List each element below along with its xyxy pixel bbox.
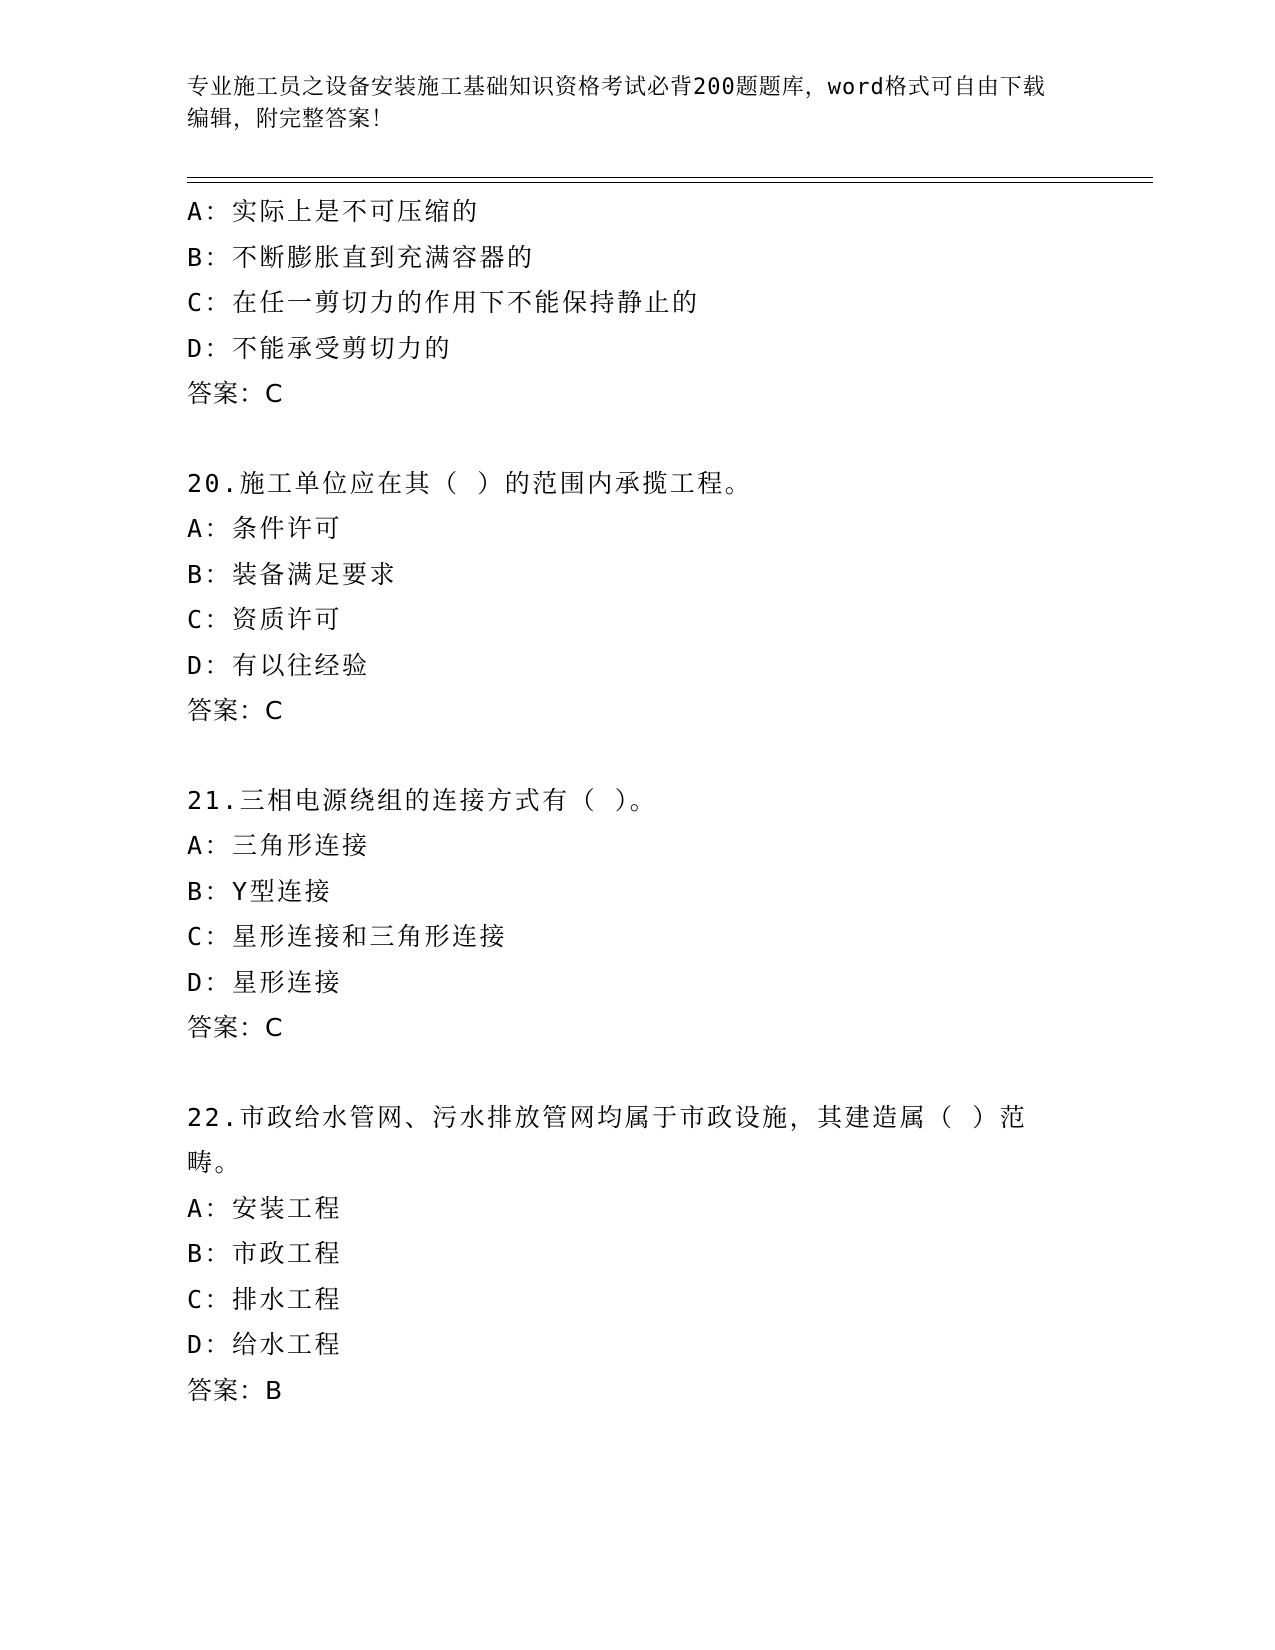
answer-line: 答案：C	[187, 379, 284, 408]
option-b: B：不断膨胀直到充满容器的	[187, 242, 535, 272]
option-a: A：安装工程	[187, 1193, 343, 1223]
question-spacer	[187, 1051, 1067, 1095]
document-header: 专业施工员之设备安装施工基础知识资格考试必背200题题库，word格式可自由下载编辑，附完整答案！	[187, 75, 1046, 132]
answer-line: 答案：C	[187, 696, 284, 725]
option-b: B：Y型连接	[187, 876, 333, 906]
header-divider-bottom	[187, 182, 1153, 183]
header-divider-top	[187, 177, 1153, 178]
question-stem: 21.三相电源绕组的连接方式有（ ）。	[187, 785, 658, 815]
question-block-20	[187, 461, 1067, 734]
option-b: B：装备满足要求	[187, 559, 398, 589]
option-b: B：市政工程	[187, 1239, 343, 1268]
option-d: D：星形连接	[187, 967, 343, 997]
option-d: D：给水工程	[187, 1330, 343, 1359]
question-block-22	[187, 1095, 1067, 1414]
option-c: C：排水工程	[187, 1284, 343, 1314]
question-list	[187, 189, 1067, 1413]
question-stem: 20.施工单位应在其（ ）的范围内承揽工程。	[187, 468, 753, 498]
option-c: C：资质许可	[187, 605, 343, 634]
question-spacer	[187, 734, 1067, 778]
option-d: D：不能承受剪切力的	[187, 333, 453, 363]
option-d: D：有以往经验	[187, 650, 370, 680]
option-c: C：在任一剪切力的作用下不能保持静止的	[187, 288, 700, 317]
option-c: C：星形连接和三角形连接	[187, 922, 508, 951]
option-a: A：三角形连接	[187, 831, 370, 860]
answer-line: 答案：C	[187, 1013, 284, 1042]
question-spacer	[187, 417, 1067, 461]
question-block-21	[187, 778, 1067, 1051]
option-a: A：实际上是不可压缩的	[187, 197, 480, 226]
answer-line: 答案：B	[187, 1375, 284, 1405]
option-a: A：条件许可	[187, 514, 343, 543]
question-stem: 22.市政给水管网、污水排放管网均属于市政设施，其建造属（ ）范畴。	[187, 1102, 1028, 1177]
question-block-19	[187, 189, 1067, 417]
